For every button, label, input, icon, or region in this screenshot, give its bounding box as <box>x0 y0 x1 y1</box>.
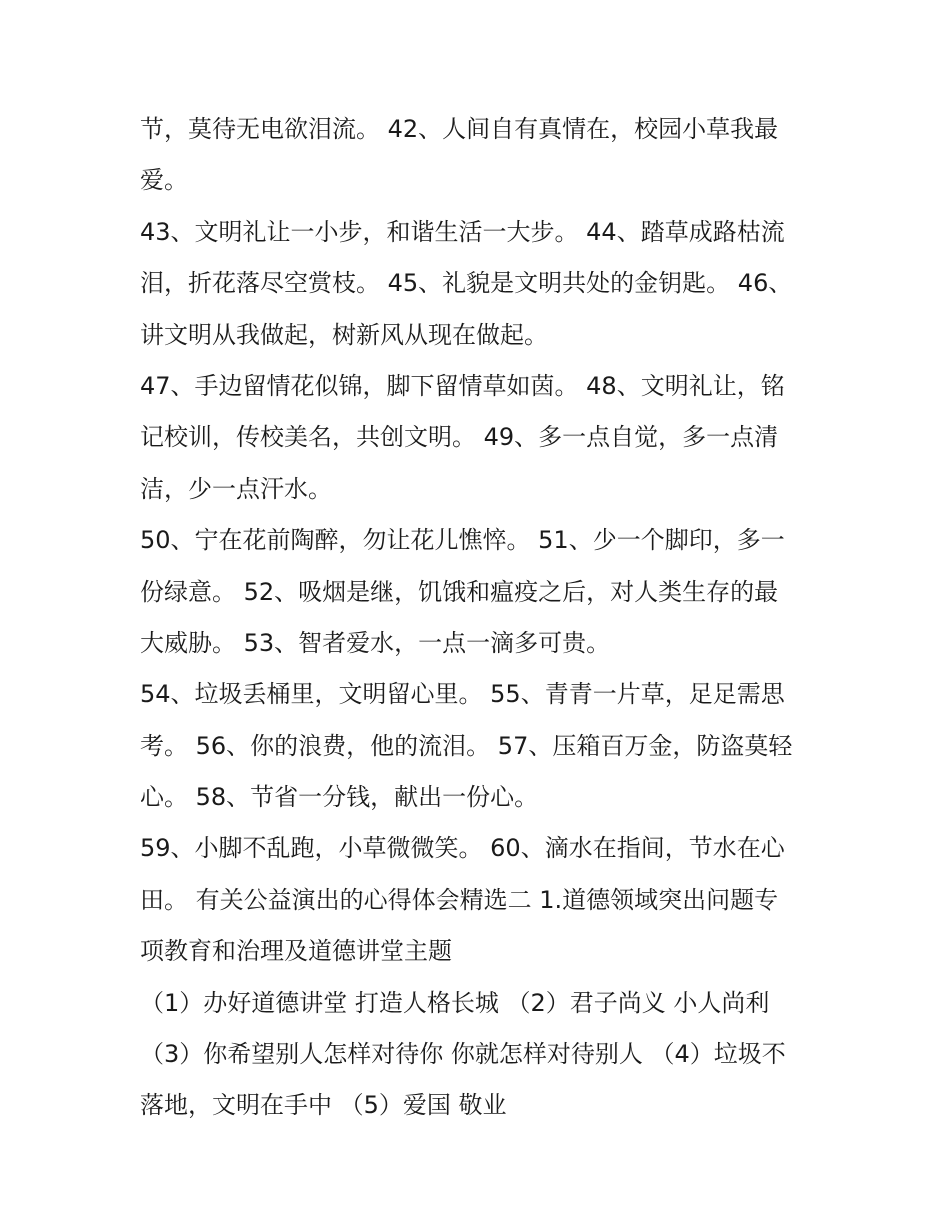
text-line: 47、手边留情花似锦，脚下留情草如茵。 48、文明礼让，铭 <box>140 371 785 400</box>
text-line: 50、宁在花前陶醉，勿让花儿憔悴。 51、少一个脚印，多一 <box>140 526 785 555</box>
text-line: 田。 有关公益演出的心得体会精选二 1.道德领域突出问题专 <box>140 885 779 914</box>
document-body <box>140 104 820 1132</box>
text-line: 记校训，传校美名，共创文明。 49、多一点自觉，多一点清 <box>140 423 779 452</box>
text-line: 54、垃圾丢桶里，文明留心里。 55、青青一片草，足足需思 <box>140 680 785 709</box>
text-line: 43、文明礼让一小步，和谐生活一大步。 44、踏草成路枯流 <box>140 217 785 246</box>
text-line: 节，莫待无电欲泪流。 42、人间自有真情在，校园小草我最 <box>140 115 779 143</box>
text-line: 份绿意。 52、吸烟是继，饥饿和瘟疫之后，对人类生存的最 <box>140 577 779 606</box>
text-line: （3）你希望别人怎样对待你 你就怎样对待别人 （4）垃圾不 <box>140 1040 786 1069</box>
text-line: 泪，折花落尽空赏枝。 45、礼貌是文明共处的金钥匙。 46、 <box>140 269 793 298</box>
text-line: 落地，文明在手中 （5）爱国 敬业 <box>140 1091 507 1120</box>
text-line: 大威胁。 53、智者爱水，一点一滴多可贵。 <box>140 628 611 657</box>
text-line: 讲文明从我做起，树新风从现在做起。 <box>140 320 548 349</box>
text-line: 59、小脚不乱跑，小草微微笑。 60、滴水在指间，节水在心 <box>140 834 785 863</box>
text-line: 考。 56、你的浪费，他的流泪。 57、压箱百万金，防盗莫轻 <box>140 731 793 760</box>
text-line: 爱。 <box>140 166 188 195</box>
text-line: 项教育和治理及道德讲堂主题 <box>140 937 452 966</box>
text-line: （1）办好道德讲堂 打造人格长城 （2）君子尚义 小人尚利 <box>140 988 770 1017</box>
text-line: 洁，少一点汗水。 <box>140 474 332 503</box>
text-line: 心。 58、节省一分钱，献出一份心。 <box>140 783 539 812</box>
